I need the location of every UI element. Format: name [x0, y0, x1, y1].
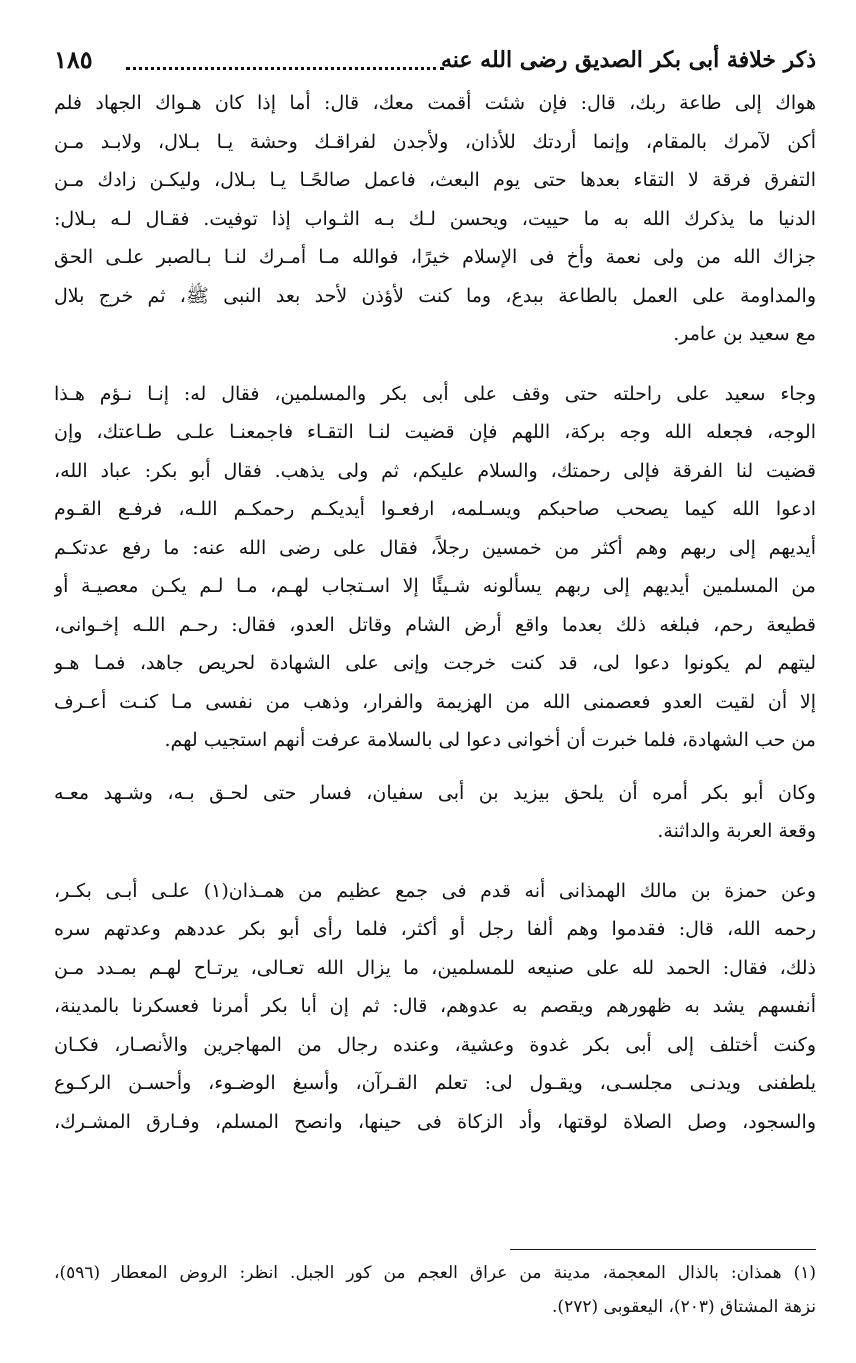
footnote-line: نزهة المشتاق (٢٠٣)، اليعقوبى (٢٧٢). [552, 1297, 816, 1317]
main-text [54, 84, 816, 1141]
footnotes [54, 1256, 816, 1324]
text-line: والمداومة على العمل بالطاعة ببدع، وما كنت لأؤذن لأحد بعد النبى ﷺ، ثم خرج بلال [54, 284, 816, 307]
text-line: وقعة العربة والداثنة. [657, 820, 816, 842]
text-line: أنفسهم يشد به ظهورهم ويقصم به عدوهم، قال: ثم إن أبا بكر أمرنا فعسكرنا بالمدينة، [54, 995, 816, 1017]
text-line: يلطفنى ويدنـى مجلسـى، ويقـول لى: تعلم القـرآن، وأسبغ الوضـوء، وأحسـن الركـوع [54, 1072, 816, 1094]
text-line: وجاء سعيد على راحلته حتى وقف على أبى بكر والمسلمين، فقال له: إنـا نـؤم هـذا [54, 382, 816, 405]
running-header [54, 40, 816, 80]
text-line: قضيت لنا الفرقة فإلى رحمتك، والسلام عليكم، ثم ولى يذهب. فقال أبو بكر: عباد الله، [54, 459, 816, 482]
text-line: مع سعيد بن عامر. [673, 323, 816, 345]
text-line: من المسلمين أيديهم إلى ربهم يسألونه شـيئًا إلا اسـتجاب لهـم، مـا لـم يكـن معصيـة أو [54, 575, 816, 597]
text-line: من حب الشهادة، فلما خبرت أن أخوانى دعوا لى بالسلامة عرفت أنهم استجيب لهم. [164, 729, 816, 751]
paragraph [54, 375, 816, 760]
text-line: وكنت أختلف إلى أبى بكر غدوة وعشية، وعنده رجال من المهاجرين والأنصـار، فكـان [54, 1033, 816, 1056]
text-line: والسجود، وصل الصلاة لوقتها، وأد الزكاة فى حينها، وانصح المسلم، وفـارق المشـرك، [54, 1110, 816, 1133]
text-line: جزاك الله من ولى نعمة وأخ فى الإسلام خيرًا، فوالله مـا أمـرك لنـا بـالصبر علـى الحق [54, 246, 816, 268]
text-line: إلا أن لقيت العدو فعصمنى الله من الهزيمة والفرار، وذهب من نفسى مـا كنـت أعـرف [54, 690, 816, 713]
text-line: وعن حمزة بن مالك الهمذانى أنه قدم فى جمع عظيم من همـذان(١) علـى أبـى بكـر، [54, 879, 816, 902]
footnote-line: (١) همذان: بالذال المعجمة، مدينة من عراق العجم من كور الجبل. انظر: الروض المعطار (٥٩٦)، [54, 1263, 816, 1283]
page-number: ١٨٥ [54, 45, 93, 74]
text-line: رحمه الله، قال: فقدموا وهم ألفا رجل أو أكثر، فلما رأى أبو بكر عددهم وعدتهم سره [54, 918, 816, 940]
footnote-separator [510, 1249, 816, 1250]
text-line: الوجه، فجعله الله وجه بركة، اللهم فإن قضيت لنـا التقـاء فاجمعنـا علـى طـاعتك، وإن [54, 421, 816, 443]
text-line: أكن لآمرك بالمقام، وإنما أردتك للأذان، ولأجدن لفراقـك وحشة يـا بـلال، ولابـد مـن [54, 130, 816, 153]
text-line: قطيعة رحم، فبلغه ذلك بعدما واقع أرض الشام وقاتل العدو، فقال: رحـم اللـه إخـوانى، [54, 613, 816, 636]
text-line: ادعوا الله كيما يصحب صاحبكم ويسـلمه، ارفعـوا أيديكـم رحمكـم اللـه، فرفـع القـوم [54, 498, 816, 520]
text-line: ذلك، فقال: الحمد لله على صنيعه للمسلمين، ما يزال الله تعـالى، يرتـاح لهـم بمـدد مـن [54, 956, 816, 979]
paragraph [54, 84, 816, 354]
paragraph [54, 774, 816, 851]
text-line: هواك إلى طاعة ربك، قال: فإن شئت أقمت معك، قال: أما إذا كان هـواك الجهاد فلم [54, 92, 816, 114]
text-line: التفرق فرقة لا التقاء بعدها حتى يوم البعث، فاعمل صالحًـا يـا بـلال، وليكـن زادك مـن [54, 169, 816, 191]
paragraph [54, 872, 816, 1142]
text-line: الدنيا ما يذكرك الله به ما حييت، ويحسن لـك بـه الثـواب إذا توفيت. فقـال لـه بـلال: [54, 207, 816, 230]
text-line: أيديهم إلى ربهم وهم أكثر من خمسين رجلاً، فقال على رضى الله عنه: ما رفع عدتكـم [54, 536, 816, 559]
text-line: ليتهم لم يكونوا دعوا لى، قد كنت خرجت وإنى على الشهادة لحريص جاهد، فمـا هـو [54, 652, 816, 674]
dotted-leader [126, 67, 444, 70]
text-line: وكان أبو بكر أمره أن يلحق بيزيد بن أبى سفيان، فسار حتى لحـق بـه، وشـهد معـه [54, 781, 816, 804]
running-title: ذكر خلافة أبى بكر الصديق رضى الله عنه [440, 47, 816, 73]
